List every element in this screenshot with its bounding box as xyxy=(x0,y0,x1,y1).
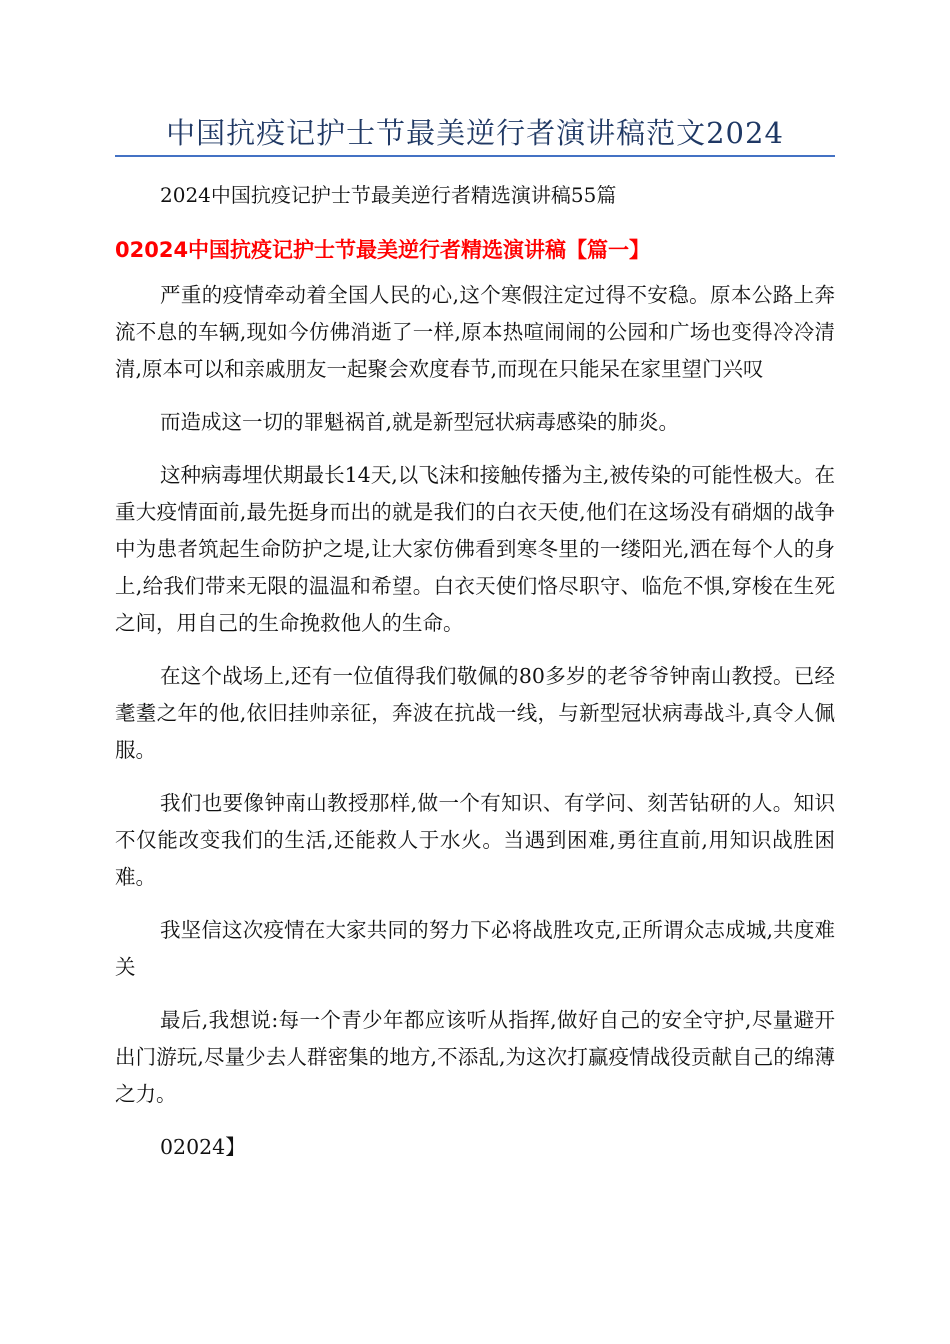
document-title: 中国抗疫记护士节最美逆行者演讲稿范文2024 xyxy=(166,116,784,150)
paragraph-2: 而造成这一切的罪魁祸首,就是新型冠状病毒感染的肺炎。 xyxy=(160,410,680,434)
paragraph-6: 我坚信这次疫情在大家共同的努力下必将战胜攻克,正所谓众志成城,共度难关 xyxy=(115,918,835,979)
title-underline xyxy=(115,155,835,157)
paragraph-4: 在这个战场上,还有一位值得我们敬佩的80多岁的老爷爷钟南山教授。已经耄耋之年的他,依旧挂帅亲征，奔波在抗战一线，与新型冠状病毒战斗,真令人佩服。 xyxy=(115,664,835,762)
paragraph-tail: 02024】 xyxy=(160,1135,246,1159)
body-text xyxy=(115,277,835,1182)
paragraph-3: 这种病毒埋伏期最长14天,以飞沫和接触传播为主,被传染的可能性极大。在重大疫情面前,最先挺身而出的就是我们的白衣天使,他们在这场没有硝烟的战争中为患者筑起生命防护之堤,让大家仿佛看到寒冬里的一缕阳光,洒在每个人的身上,给我们带来无限的温温和希望。白衣天使们恪尽职守、临危不惧,穿梭在生死之间，用自己的生命挽救他人的生命。 xyxy=(115,463,835,635)
paragraph-7: 最后,我想说:每一个青少年都应该听从指挥,做好自己的安全守护,尽量避开出门游玩,尽量少去人群密集的地方,不添乱,为这次打赢疫情战役贡献自己的绵薄之力。 xyxy=(115,1008,835,1106)
paragraph-5: 我们也要像钟南山教授那样,做一个有知识、有学问、刻苦钻研的人。知识不仅能改变我们的生活,还能救人于水火。当遇到困难,勇往直前,用知识战胜困难。 xyxy=(115,791,835,889)
document-subtitle: 2024中国抗疫记护士节最美逆行者精选演讲稿55篇 xyxy=(160,183,617,207)
paragraph-1: 严重的疫情牵动着全国人民的心,这个寒假注定过得不安稳。原本公路上奔流不息的车辆,现如今仿佛消逝了一样,原本热喧闹闹的公园和广场也变得冷冷清清,原本可以和亲戚朋友一起聚会欢度春节,而现在只能呆在家里望门兴叹 xyxy=(115,283,835,381)
section-heading: 02024中国抗疫记护士节最美逆行者精选演讲稿【篇一】 xyxy=(115,238,651,262)
